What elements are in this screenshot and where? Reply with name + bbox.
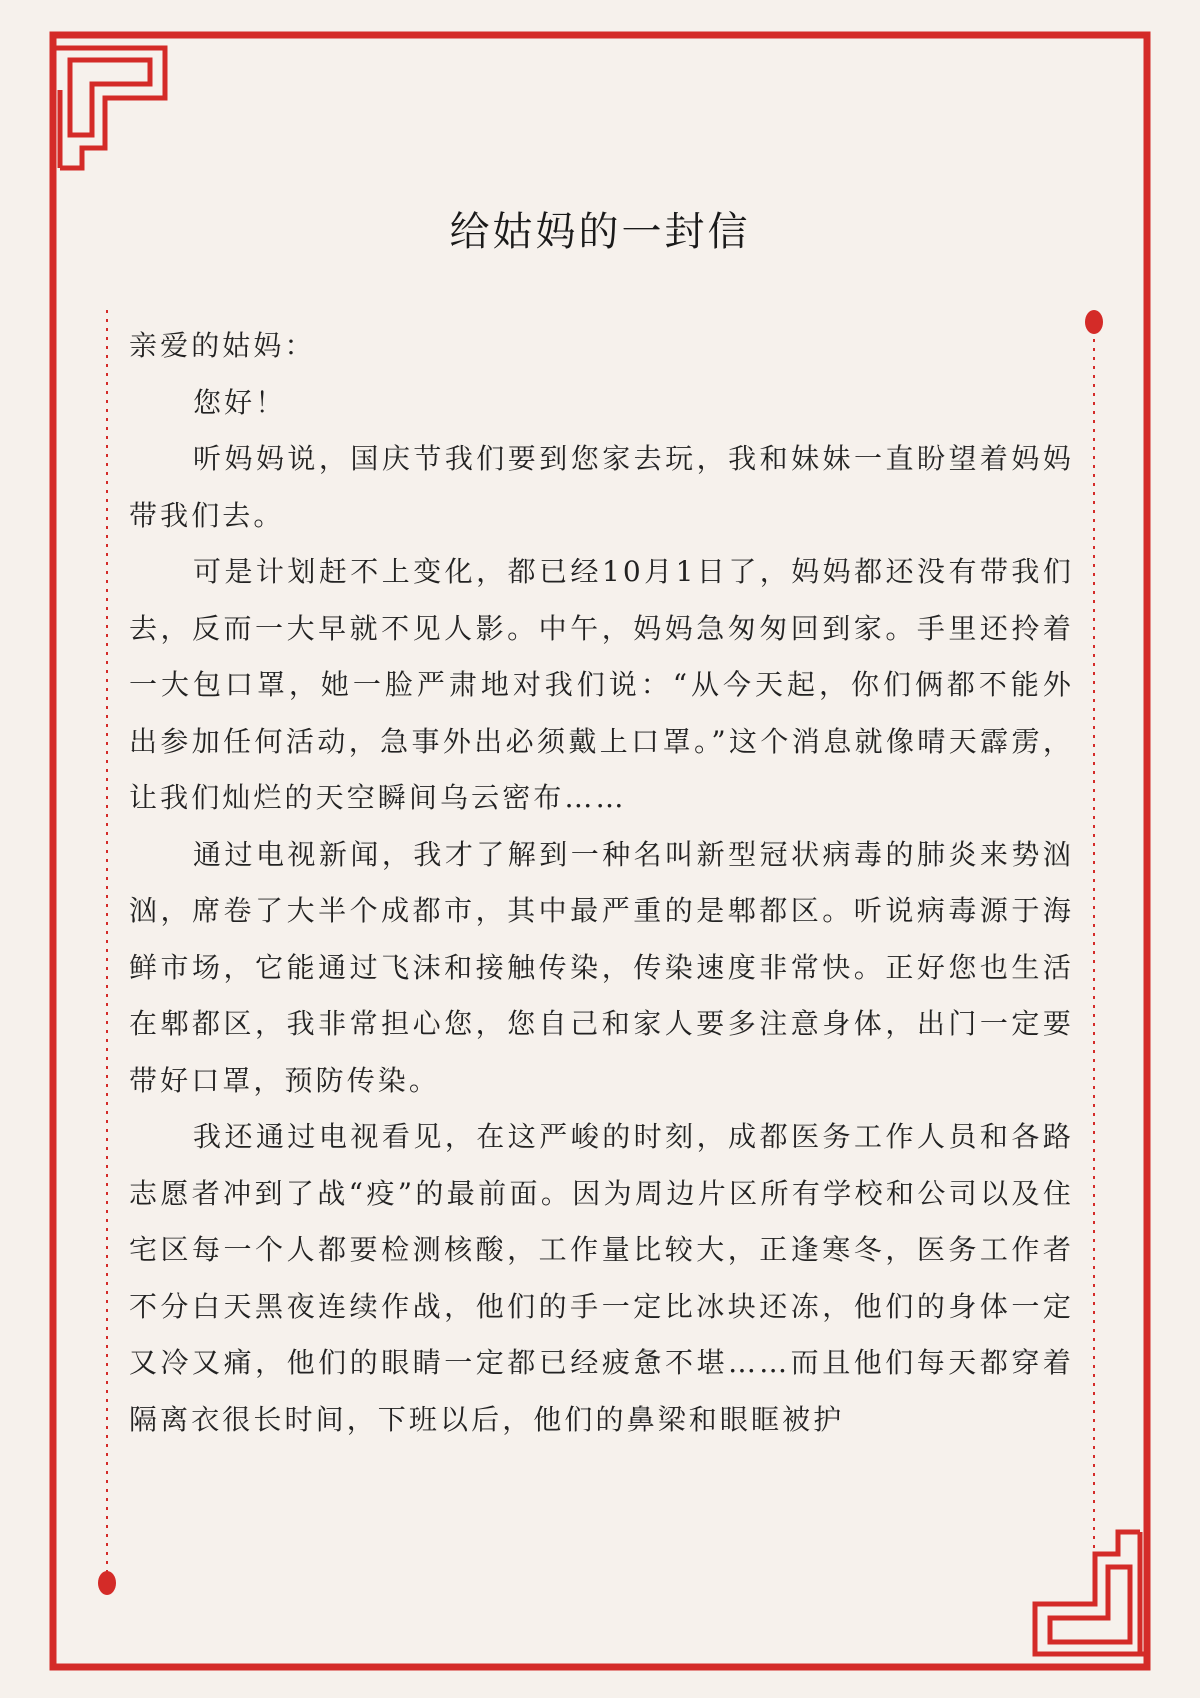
corner-ornament-bottom-right [1035, 1532, 1147, 1654]
right-bead [1085, 310, 1103, 334]
letter-body [129, 318, 1074, 1448]
paragraph-4: 我还通过电视看见，在这严峻的时刻，成都医务工作人员和各路志愿者冲到了战“疫”的最前面。因为周边片区所有学校和公司以及住宅区每一个人都要检测核酸，工作量比较大，正逢寒冬，医务工作者不分白天黑夜连续作战，他们的手一定比冰块还冻，他们的身体一定又冷又痛，他们的眼睛一定都已经疲惫不堪……而且他们每天都穿着隔离衣很长时间，下班以后，他们的鼻梁和眼眶被护 [129, 1120, 1074, 1436]
paragraph-1: 听妈妈说，国庆节我们要到您家去玩，我和妹妹一直盼望着妈妈带我们去。 [129, 442, 1074, 532]
paragraph-3: 通过电视新闻，我才了解到一种名叫新型冠状病毒的肺炎来势汹汹，席卷了大半个成都市，其中最严重的是郫都区。听说病毒源于海鲜市场，它能通过飞沫和接触传染，传染速度非常快。正好您也生活在郫都区，我非常担心您，您自己和家人要多注意身体，出门一定要带好口罩，预防传染。 [129, 837, 1074, 1097]
salutation: 亲爱的姑妈： [129, 329, 316, 362]
paragraph-2: 可是计划赶不上变化，都已经10月1日了，妈妈都还没有带我们去，反而一大早就不见人影。中午，妈妈急匆匆回到家。手里还拎着一大包口罩，她一脸严肃地对我们说：“从今天起，你们俩都不能外出参加任何活动，急事外出必须戴上口罩。”这个消息就像晴天霹雳，让我们灿烂的天空瞬间乌云密布…… [129, 555, 1074, 814]
left-bead [98, 1571, 116, 1595]
greeting: 您好！ [193, 385, 287, 419]
letter-title: 给姑妈的一封信 [449, 209, 751, 255]
corner-ornament-top-left [53, 48, 165, 168]
